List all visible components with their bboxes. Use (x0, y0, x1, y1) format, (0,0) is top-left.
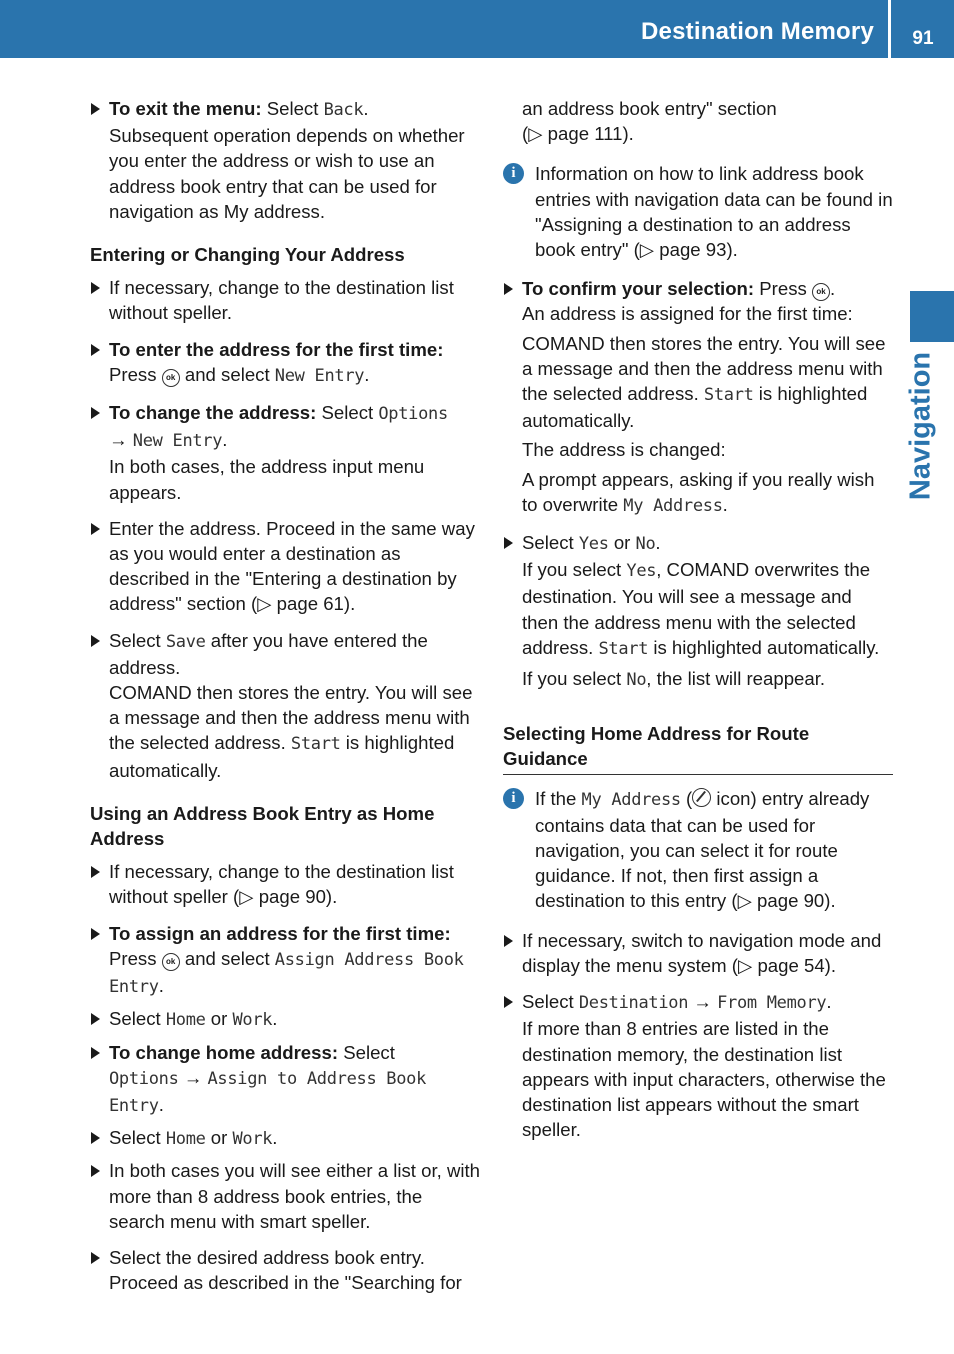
text: ( (522, 123, 529, 145)
step-assign-first (90, 921, 482, 1001)
side-tab-label: Navigation (904, 351, 937, 501)
page-header (0, 0, 954, 58)
text: Select (522, 532, 579, 554)
text: ( (680, 787, 693, 809)
text: after you have entered the address. (109, 629, 428, 678)
menu-item-new-entry: New Entry (132, 431, 223, 452)
step-change-address (90, 400, 482, 505)
header-divider (888, 0, 891, 58)
text: If you select (522, 559, 627, 581)
text: If necessary, switch to navigation mode and display the menu system ( (522, 929, 882, 976)
text: Select (109, 1127, 166, 1149)
info-icon: i (503, 163, 524, 184)
continued-text (503, 96, 893, 146)
text: , the list will reappear. (646, 668, 826, 690)
text: page 90). (751, 890, 836, 912)
step-select-save (90, 628, 482, 783)
info-text (522, 161, 893, 262)
arrow-glyph: → (109, 429, 133, 451)
text: icon) entry already contains data that can be used for navigation, you can select it for route guidance. If not, then first assign a destination to this entry ( (535, 787, 870, 912)
menu-item-work: Work (232, 1010, 273, 1031)
compass-icon (692, 788, 711, 807)
step-switch-nav (503, 928, 893, 978)
menu-item-assign-address: Assign Address Book Entry (109, 949, 464, 998)
info-note-link (503, 161, 893, 262)
step-bold: To assign an address for the first time: (109, 922, 451, 944)
text: . (158, 975, 164, 997)
page-ref-icon: ▷ (257, 593, 272, 615)
menu-item-options: Options (378, 404, 448, 425)
text: Select (261, 98, 324, 119)
step-bold: To change the address: (109, 402, 317, 424)
step-bold: To exit the menu: (109, 98, 262, 119)
text: . (826, 991, 832, 1013)
menu-item-yes: Yes (626, 561, 657, 582)
text: . (722, 493, 728, 515)
step-bold: To confirm your selection: (522, 278, 755, 300)
ok-button-icon: ok (812, 283, 830, 301)
text: page 61). (271, 593, 356, 615)
right-column (503, 96, 893, 1153)
menu-item-start: Start (703, 385, 754, 406)
menu-item-new-entry: New Entry (274, 365, 365, 386)
text: Select (109, 629, 166, 651)
menu-item-home: Home (165, 1129, 206, 1150)
text: page 90). (253, 886, 338, 908)
text: page 54). (752, 954, 837, 976)
step-select-desired: Select the desired address book entry. Proceed as described in the "Searching for (90, 1245, 482, 1295)
menu-item-no: No (626, 670, 647, 691)
left-column (90, 96, 482, 1306)
arrow-glyph: → (688, 991, 718, 1013)
text: . (655, 532, 661, 554)
menu-item-home: Home (165, 1010, 206, 1031)
step-select-home-2 (90, 1125, 482, 1152)
text: Press (109, 947, 162, 969)
text: is highlighted automatically. (522, 383, 868, 432)
step-confirm (503, 276, 893, 326)
page-ref-icon: ▷ (239, 886, 254, 908)
text: An address is assigned for the first time: (522, 303, 853, 325)
text: Select (522, 991, 579, 1013)
para-stores (503, 331, 893, 434)
step-enter-address (90, 516, 482, 617)
step-select-yes (503, 530, 893, 662)
text: Enter the address. Proceed in the same way as you would enter a destination as described in the "Entering a destination by address" section ( (109, 517, 475, 615)
menu-item-assign-to-address: Assign to Address Book Entry (109, 1068, 427, 1116)
menu-item-work: Work (232, 1129, 273, 1150)
heading-entering: Entering or Changing Your Address (90, 244, 405, 266)
heading-selecting: Selecting Home Address for Route Guidance (503, 721, 893, 774)
text: COMAND then stores the entry. You will see a message and then the address menu with the selected address. (522, 332, 886, 405)
page-ref-icon: ▷ (528, 123, 543, 145)
text: or (205, 1127, 233, 1149)
page-ref-icon: ▷ (639, 239, 655, 261)
menu-item-options: Options (109, 1068, 179, 1089)
step-enter-first (90, 337, 482, 389)
text: Select (109, 1008, 166, 1030)
text: Subsequent operation depends on whether you enter the address or wish to use an address book entry that can be used for navigation as My address. (109, 125, 465, 222)
text: page 111). (542, 123, 634, 145)
text: is highlighted automatically. (648, 636, 880, 658)
step-both-cases: In both cases you will see either a list or, with more than 8 address book entries, the search menu with smart speller. (90, 1158, 482, 1234)
menu-item-from-memory: From Memory (717, 993, 827, 1014)
para-prompt (503, 467, 893, 519)
arrow-glyph: → (178, 1066, 208, 1088)
text: . (272, 1127, 278, 1149)
text: Information on how to link address book entries with navigation data can be found in "Assigning a destination to an address book entry" ( (535, 163, 893, 261)
info-icon: i (503, 788, 524, 809)
text: . (364, 363, 370, 385)
menu-item-my-address: My Address (581, 789, 681, 810)
text: A prompt appears, asking if you really wish to overwrite (522, 468, 875, 515)
step-select-dest (503, 989, 893, 1142)
text: Press (109, 363, 162, 385)
text: In both cases, the address input menu appears. (109, 456, 425, 503)
page-ref-icon: ▷ (737, 954, 753, 976)
menu-item-my-address: My Address (623, 495, 723, 516)
page-number: 91 (912, 28, 934, 49)
step-exit-menu (90, 96, 482, 224)
menu-item-back: Back (323, 100, 364, 120)
page-ref-icon: ▷ (737, 890, 752, 912)
text: and select (179, 947, 275, 969)
para-no (503, 666, 893, 693)
text: Select (316, 402, 379, 424)
menu-item-start: Start (598, 638, 649, 659)
ok-button-icon: ok (162, 369, 180, 387)
menu-item-start: Start (290, 734, 341, 755)
step-change-home (90, 1040, 482, 1120)
info-note-home (503, 786, 893, 914)
step-bold: To enter the address for the first time: (109, 338, 444, 360)
text: If more than 8 entries are listed in the destination memory, the destination list appears with input characters, otherwise the destination list appears without the smart speller. (522, 1018, 886, 1141)
text: If the (535, 787, 582, 809)
ok-button-icon: ok (162, 953, 180, 971)
text: or (608, 532, 636, 554)
text: Select (338, 1041, 395, 1063)
text: COMAND then stores the entry. You will see a message and then the address menu with the selected address. (109, 682, 473, 754)
text: or (205, 1008, 233, 1030)
text: an address book entry" section (522, 98, 777, 119)
para-changed: The address is changed: (522, 439, 726, 461)
menu-item-yes: Yes (578, 534, 609, 555)
text: page 93). (654, 239, 738, 261)
step-bold: To change home address: (109, 1041, 339, 1063)
section-title: Destination Memory (641, 18, 874, 45)
menu-item-no: No (635, 534, 656, 555)
text: , COMAND overwrites the destination. You will see a message and then the address menu with the selected address. (522, 559, 871, 658)
text: If necessary, change to the destination list without speller ( (109, 861, 454, 908)
text: If you select (522, 668, 627, 690)
heading-using: Using an Address Book Entry as Home Address (90, 802, 435, 850)
step-select-home (90, 1006, 482, 1033)
text: and select (179, 363, 275, 385)
text: Press (754, 278, 812, 300)
menu-item-save: Save (165, 631, 206, 652)
text: . (829, 278, 836, 300)
text: . (272, 1008, 278, 1030)
text: . (363, 98, 369, 119)
side-tab (888, 351, 954, 501)
text: . (222, 429, 228, 451)
step-dest-list: If necessary, change to the destination list without speller. (90, 275, 482, 325)
info-text (522, 786, 893, 914)
menu-item-destination: Destination (578, 993, 689, 1014)
text: . (158, 1093, 164, 1115)
side-tab-marker (910, 291, 954, 342)
text: is highlighted automatically. (109, 732, 455, 781)
step-dest-list-2 (90, 859, 482, 909)
